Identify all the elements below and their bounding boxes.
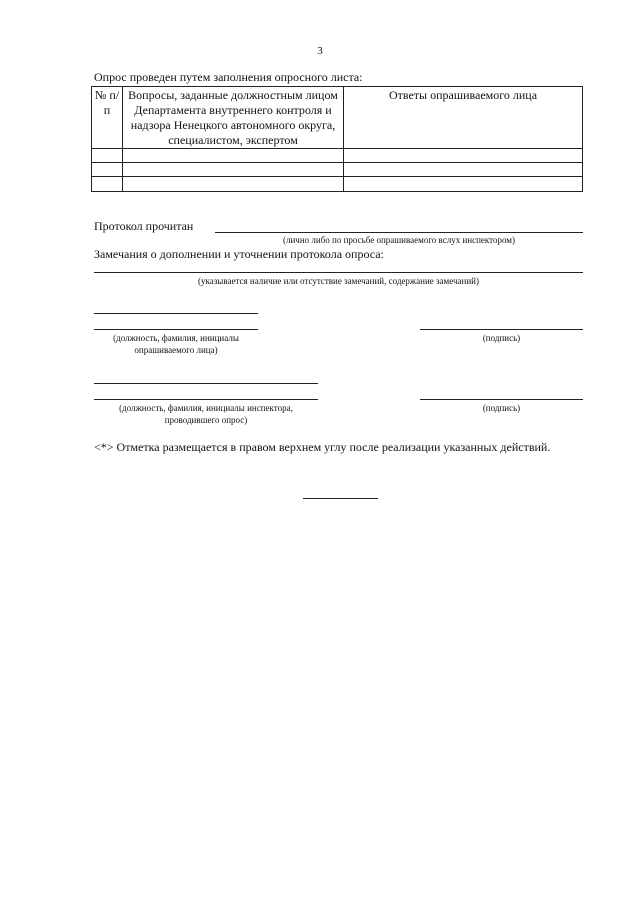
respondent-signature-line[interactable] xyxy=(420,329,583,330)
protocol-line[interactable] xyxy=(215,232,583,233)
inspector-line-2[interactable] xyxy=(94,399,318,400)
table-row xyxy=(92,177,583,192)
header-answers: Ответы опрашиваемого лица xyxy=(344,87,583,149)
inspector-signature-line[interactable] xyxy=(420,399,583,400)
page-number: 3 xyxy=(317,45,323,57)
table-cell[interactable] xyxy=(123,177,344,192)
table-row xyxy=(92,163,583,177)
protocol-caption: (лично либо по просьбе опрашиваемого вслух инспектором) xyxy=(283,235,515,245)
respondent-signature-caption: (подпись) xyxy=(482,333,521,343)
respondent-line-1[interactable] xyxy=(94,313,258,314)
table-row xyxy=(92,149,583,163)
remarks-label: Замечания о дополнении и уточнении протокола опроса: xyxy=(94,247,384,261)
table-cell[interactable] xyxy=(344,163,583,177)
table-cell[interactable] xyxy=(344,177,583,192)
header-number: № п/п xyxy=(92,87,123,149)
inspector-caption-2: проводившего опрос) xyxy=(164,415,248,425)
footnote: <*> Отметка размещается в правом верхнем углу после реализации указанных действий. xyxy=(94,440,551,454)
remarks-line[interactable] xyxy=(94,272,583,273)
survey-table xyxy=(91,86,583,192)
table-cell[interactable] xyxy=(92,163,123,177)
respondent-caption-2: опрашиваемого лица) xyxy=(134,345,218,355)
inspector-caption-1: (должность, фамилия, инициалы инспектора, xyxy=(119,403,293,413)
inspector-signature-caption: (подпись) xyxy=(482,403,521,413)
table-cell[interactable] xyxy=(92,149,123,163)
table-cell[interactable] xyxy=(123,163,344,177)
intro-text: Опрос проведен путем заполнения опросного листа: xyxy=(94,70,363,84)
end-divider xyxy=(303,498,378,499)
table-header-row xyxy=(92,87,583,149)
table-cell[interactable] xyxy=(123,149,344,163)
remarks-caption: (указывается наличие или отсутствие замечаний, содержание замечаний) xyxy=(198,276,479,286)
table-cell[interactable] xyxy=(92,177,123,192)
inspector-line-1[interactable] xyxy=(94,383,318,384)
respondent-caption-1: (должность, фамилия, инициалы xyxy=(113,333,239,343)
respondent-line-2[interactable] xyxy=(94,329,258,330)
protocol-label: Протокол прочитан xyxy=(94,219,194,233)
table-cell[interactable] xyxy=(344,149,583,163)
header-questions: Вопросы, заданные должностным лицом Департамента внутреннего контроля и надзора Ненецкого автономного округа, специалистом, экспертом xyxy=(123,87,344,149)
